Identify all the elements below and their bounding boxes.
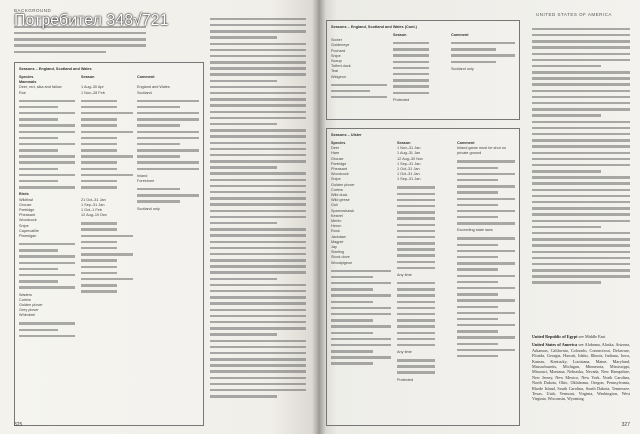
- seasons-table-ulster: [326, 128, 520, 426]
- list-item: Pheasant: [19, 213, 36, 218]
- ulster-col-season: [397, 141, 451, 383]
- usa-reference: see Alabama, Alaska, Arizona, Arkansas, California, Colorado, Connecticut, Delaware, Florida, Georgia, Hawaii, Idaho, Illinois, Indiana, Iowa, Kansas, Kentucky, Louisiana, Maine, Maryland, Massachusetts, Michigan, Minnesota, Mississippi, Missouri, Montana, Nebraska, Nevada, New Hampshire, New Jersey, New Mexico, New York, North Carolina, North Dakota, Ohio, Oklahoma, Oregon, Pennsylvania, Rhode Island, South Carolina, South Dakota, Tennessee, Texas, Utah, Vermont, Virginia, Washington, West Virginia, Wisconsin, Wyoming: [532, 342, 630, 402]
- col-season-header: Season: [81, 75, 95, 79]
- list-item: 1 Oct–31 Jan: [397, 167, 420, 172]
- list-item: 12 Aug–30 Nov: [397, 156, 423, 161]
- ulster-protected: Protected: [397, 377, 414, 382]
- left-running-head: BACKGROUND: [14, 8, 52, 13]
- list-item: Snipe: [19, 223, 29, 228]
- list-item: 1 Nov–31 Jan: [397, 146, 421, 151]
- ulster-col-comment: [457, 141, 515, 361]
- list-item: Scaup: [331, 59, 342, 64]
- seasons-table-england: [14, 62, 204, 426]
- list-item: 1 Aug–31 Jan: [397, 151, 421, 156]
- list-item: Curlew: [331, 187, 343, 192]
- ulster-col-season-header: Season: [397, 141, 411, 145]
- list-item: Scoter: [331, 38, 342, 43]
- list-item: Rook: [331, 229, 340, 234]
- ulster-anytime-2: Any time: [397, 350, 412, 355]
- list-item: 21 Oct–31 Jan: [81, 197, 106, 202]
- cont-col-comment-header: Comment: [451, 33, 469, 37]
- list-item: Partridge: [331, 161, 347, 166]
- list-item: Foreshore: [137, 179, 155, 184]
- list-item: Pochard: [331, 48, 346, 53]
- list-item: Jackdaw: [331, 234, 346, 239]
- list-item: Curlew: [19, 297, 31, 302]
- list-item: Deer: [331, 146, 340, 151]
- list-item: Hare: [331, 151, 340, 156]
- list-item: 1 Oct–1 Feb: [81, 208, 102, 213]
- list-item: Inland: [137, 173, 148, 178]
- list-item: Woodcock: [19, 218, 37, 223]
- list-item: Gull: [331, 203, 338, 208]
- list-item: Pheasant: [331, 167, 348, 172]
- list-item: Grey plover: [19, 308, 39, 313]
- list-item: Sparrowhawk: [331, 208, 355, 213]
- list-item: Tufted duck: [331, 64, 351, 69]
- ulster-anytime-1: Any time: [397, 273, 412, 278]
- ulster-comment-1: Inland game must be shot on private ground: [457, 146, 506, 156]
- list-item: Goldeneye: [331, 43, 350, 48]
- list-item: Whimbrel: [19, 313, 36, 318]
- list-item: Waders: [19, 292, 32, 297]
- list-item: Partridge: [19, 208, 35, 213]
- col-species: [19, 75, 75, 341]
- list-item: 12 Aug–10 Dec: [81, 213, 107, 218]
- list-item: Teal: [331, 69, 338, 74]
- cont-col-season: [393, 33, 445, 103]
- list-item: Merlin: [331, 219, 342, 224]
- list-item: Golden plover: [19, 302, 43, 307]
- list-item: Wildfowl: [19, 197, 34, 202]
- list-item: Grouse: [331, 156, 344, 161]
- list-item: Grouse: [19, 202, 32, 207]
- usa-heading: United States of America: [532, 342, 578, 348]
- list-item: Capercaillie: [19, 228, 39, 233]
- list-item: Wild duck: [331, 193, 348, 198]
- group-birds: Birds: [19, 192, 29, 197]
- group-mammals: Mammals: [19, 80, 37, 85]
- list-item: Snipe: [331, 177, 341, 182]
- cont-col-season-header: Season: [393, 33, 407, 37]
- cont-comment-value: Scotland only: [451, 66, 474, 71]
- ulster-col-species: [331, 141, 391, 369]
- list-item: Roe: [19, 90, 26, 95]
- list-item: Magpie: [331, 239, 344, 244]
- cont-protected: Protected: [393, 97, 410, 102]
- list-item: Woodcock: [331, 172, 349, 177]
- list-item: Heron: [331, 224, 342, 229]
- right-body-column: [532, 24, 630, 324]
- country-index: [532, 334, 630, 422]
- list-item: Snipe: [331, 53, 341, 58]
- list-item: 1 Sep–31 Jan: [397, 161, 421, 166]
- right-folio: 327: [621, 422, 630, 428]
- egypt-heading: United Republic of Egypt: [532, 334, 578, 339]
- ulster-col-comment-header: Comment: [457, 141, 475, 145]
- list-item: Kestrel: [331, 213, 343, 218]
- list-item: Golden plover: [331, 182, 355, 187]
- list-item: Starling: [331, 250, 344, 255]
- col-season: [81, 75, 133, 296]
- ulster-table-title: Seasons – Ulster: [331, 133, 362, 137]
- col-species-header: Species: [19, 75, 34, 79]
- list-item: Deer, red, sika and fallow: [19, 85, 62, 90]
- list-item: 1 Aug–30 Apr: [81, 85, 104, 90]
- seasons-table-continued: [326, 20, 520, 120]
- list-item: Wild geese: [331, 198, 350, 203]
- list-item: 1 Sep–31 Jan: [81, 202, 105, 207]
- list-item: Scotland only: [137, 206, 160, 211]
- list-item: Scotland: [137, 90, 152, 95]
- egypt-reference: see Middle East: [578, 334, 606, 339]
- table-title: Seasons – England, Scotland and Wales: [19, 67, 92, 71]
- left-folio: 325: [14, 422, 23, 428]
- cont-col-species: [331, 33, 387, 102]
- list-item: 1 Oct–31 Jan: [397, 172, 420, 177]
- right-running-head: UNITED STATES OF AMERICA: [536, 12, 612, 17]
- right-page: [318, 0, 640, 434]
- col-comment: [137, 75, 199, 212]
- left-body-column: [210, 14, 306, 422]
- list-item: Widgeon: [331, 74, 346, 79]
- list-item: 1 Sep–31 Jan: [397, 177, 421, 182]
- list-item: 1 Nov–28 Feb: [81, 90, 105, 95]
- list-item: Woodpigeon: [331, 260, 353, 265]
- list-item: Stock dove: [331, 255, 350, 260]
- ulster-comment-2: Exceeding state laws: [457, 228, 493, 233]
- cont-table-title: Seasons – England, Scotland and Wales (Cont.): [331, 25, 417, 29]
- list-item: Ptarmigan: [19, 234, 37, 239]
- col-comment-header: Comment: [137, 75, 155, 79]
- list-item: England and Wales: [137, 85, 170, 90]
- cont-col-comment: [451, 33, 515, 72]
- watermark-text: Потребител 348√721: [14, 12, 169, 29]
- ulster-col-species-header: Species: [331, 141, 346, 145]
- list-item: Jay: [331, 245, 337, 250]
- left-page: [0, 0, 318, 434]
- book-gutter: [312, 0, 326, 434]
